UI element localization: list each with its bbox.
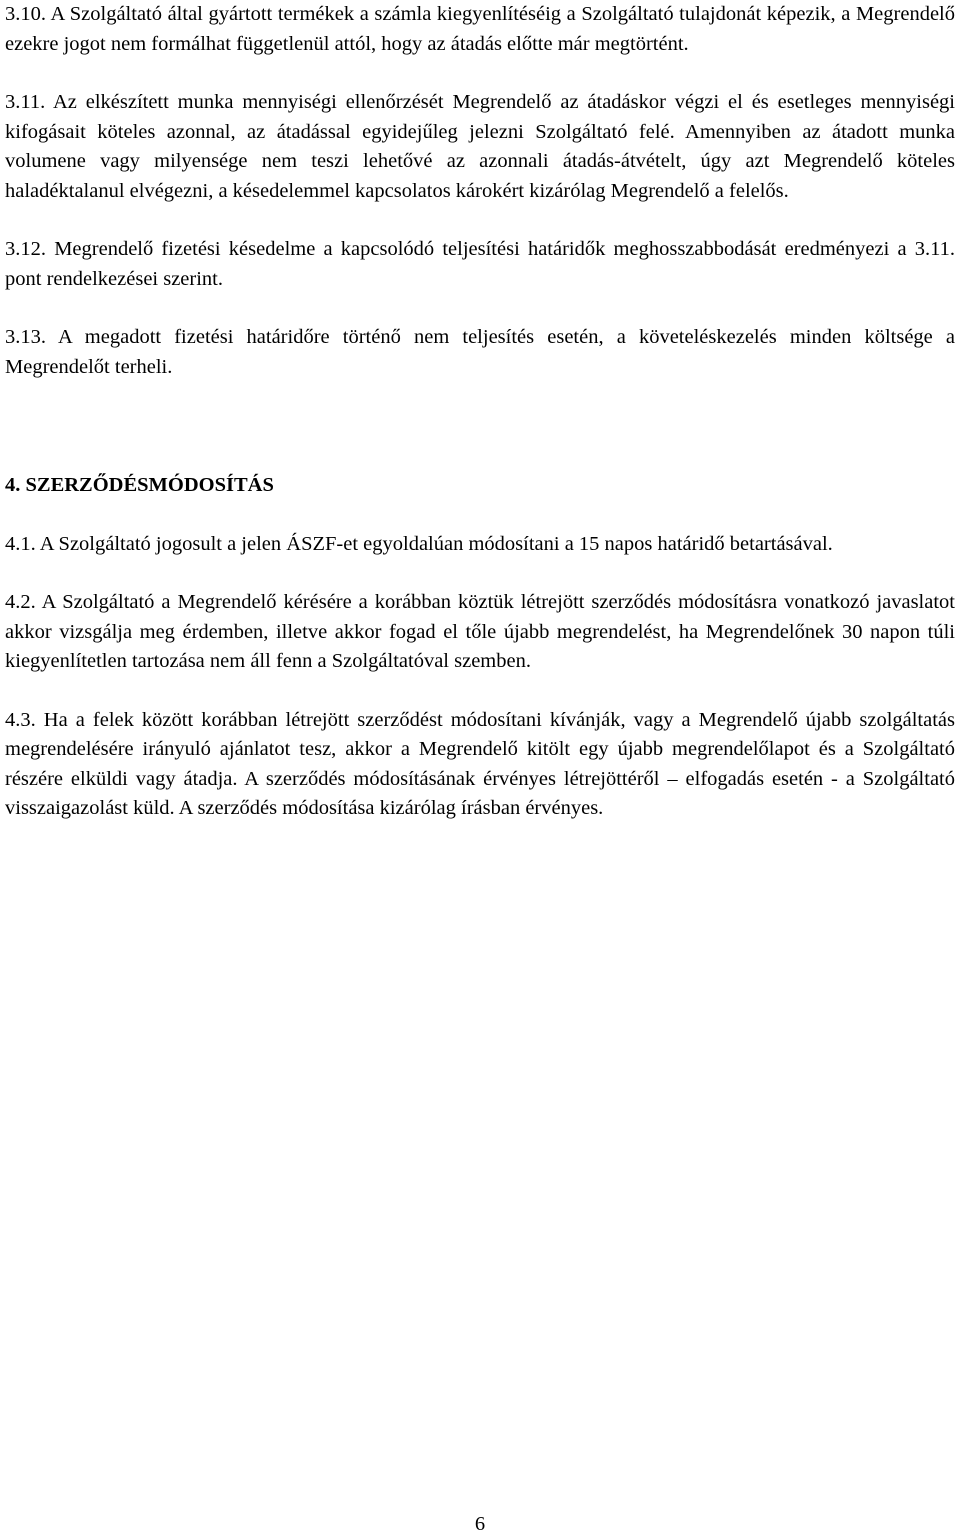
spacer	[5, 294, 955, 323]
paragraph-4-3: 4.3. Ha a felek között korábban létrejött szerződést módosítani kívánják, vagy a Megrendelő újabb szolgáltatás megrendelésére irányuló ajánlatot tesz, akkor a Megrendelő kitölt egy újabb megrendelőlapot és a Szolgáltató részére elküldi vagy átadja. A szerződés módosításának érvényes létrejöttéről – elfogadás esetén - a Szolgáltató visszaigazolást küld. A szerződés módosítása kizárólag írásban érvényes.	[5, 708, 955, 819]
paragraph-3-10: 3.10. A Szolgáltató által gyártott termékek a számla kiegyenlítéséig a Szolgáltató tulajdonát képezik, a Megrendelő ezekre jogot nem formálhat függetlenül attól, hogy az átadás előtte már megtörtént.	[5, 3, 955, 55]
spacer	[5, 559, 955, 588]
document-page	[5, 0, 955, 824]
paragraph-4-2: 4.2. A Szolgáltató a Megrendelő kérésére a korábban köztük létrejött szerződés módosításra vonatkozó javaslatot akkor vizsgálja meg érdemben, illetve akkor fogad el tőle újabb megrendelést, ha Megrendelőnek 30 napon túli kiegyenlítetlen tartozása nem áll fenn a Szolgáltatóval szemben.	[5, 591, 955, 672]
page-number: 6	[474, 1513, 486, 1535]
spacer	[5, 382, 955, 442]
spacer	[5, 206, 955, 235]
paragraph-3-13: 3.13. A megadott fizetési határidőre történő nem teljesítés esetén, a követeléskezelés minden költsége a Megrendelőt terheli.	[5, 326, 955, 378]
paragraph-3-11: 3.11. Az elkészített munka mennyiségi ellenőrzését Megrendelő az átadáskor végzi el és esetleges mennyiségi kifogásait köteles azonnal, az átadással egyidejűleg jelezni Szolgáltató felé. Amennyiben az átadott munka volumene vagy milyensége nem teszi lehetővé az azonnali átadás-átvételt, úgy azt Megrendelő köteles haladéktalanul elvégezni, a késedelemmel kapcsolatos károkért kizárólag Megrendelő a felelős.	[5, 91, 955, 202]
paragraph-4-1: 4.1. A Szolgáltató jogosult a jelen ÁSZF-et egyoldalúan módosítani a 15 napos határidő betartásával.	[5, 532, 833, 555]
spacer	[5, 442, 955, 471]
spacer	[5, 59, 955, 88]
spacer	[5, 501, 955, 530]
section-heading-4: 4. SZERZŐDÉSMÓDOSÍTÁS	[5, 474, 274, 496]
spacer	[5, 677, 955, 706]
paragraph-3-12: 3.12. Megrendelő fizetési késedelme a kapcsolódó teljesítési határidők meghosszabbodását eredményezi a 3.11. pont rendelkezései szerint.	[5, 238, 955, 290]
